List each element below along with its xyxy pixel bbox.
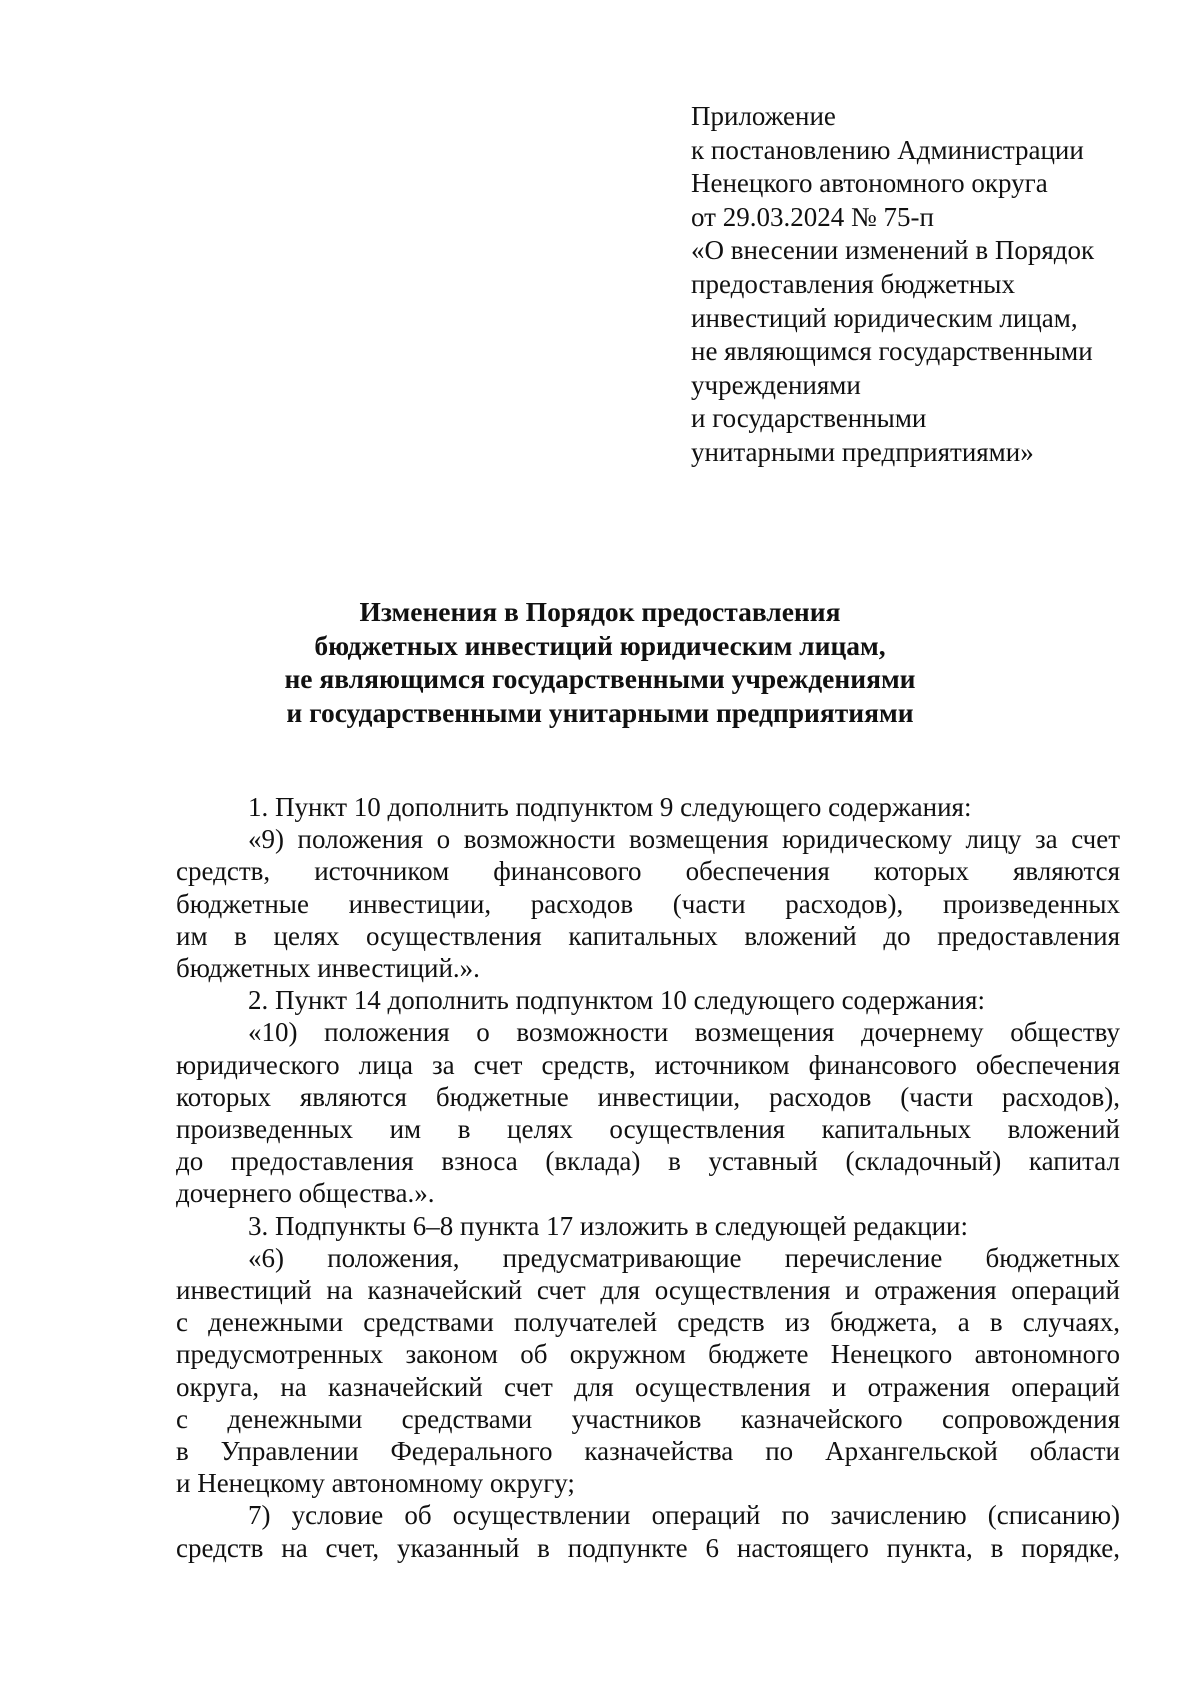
paragraph-6-line: с денежными средствами получателей средств из бюджета, а в случаях, bbox=[176, 1307, 1120, 1338]
paragraph-6-line: с денежными средствами участников казначейского сопровождения bbox=[176, 1403, 1120, 1434]
paragraph-4-line: которых являются бюджетные инвестиции, расходов (части расходов), bbox=[176, 1081, 1120, 1112]
paragraph-2-line: «9) положения о возможности возмещения юридическому лицу за счет bbox=[248, 824, 1120, 855]
appendix-line: «О внесении изменений в Порядок bbox=[691, 235, 1095, 266]
paragraph-6-line: в Управлении Федерального казначейства по Архангельской области bbox=[176, 1436, 1120, 1467]
paragraph-4-line: дочернего общества.». bbox=[176, 1178, 435, 1209]
paragraph-1: 1. Пункт 10 дополнить подпунктом 9 следующего содержания: bbox=[248, 792, 972, 822]
appendix-line: инвестиций юридическим лицам, bbox=[691, 302, 1078, 333]
paragraph-7-line: 7) условие об осуществлении операций по зачислению (списанию) bbox=[248, 1500, 1120, 1531]
title-line: бюджетных инвестиций юридическим лицам, bbox=[314, 629, 886, 661]
appendix-line: Ненецкого автономного округа bbox=[691, 168, 1048, 199]
appendix-line: Приложение bbox=[691, 101, 836, 131]
title-line: не являющимся государственными учреждениями bbox=[284, 663, 916, 694]
appendix-line: учреждениями bbox=[691, 369, 861, 400]
document-body bbox=[176, 791, 1120, 1564]
paragraph-7 bbox=[176, 1499, 1120, 1563]
appendix-line: унитарными предприятиями» bbox=[691, 436, 1034, 467]
appendix-line: к постановлению Администрации bbox=[691, 134, 1084, 165]
paragraph-4-line: юридического лица за счет средств, источником финансового обеспечения bbox=[176, 1049, 1120, 1080]
paragraph-2-line: бюджетных инвестиций.». bbox=[176, 953, 480, 984]
appendix-line: не являющимся государственными bbox=[691, 336, 1093, 367]
paragraph-4-line: произведенных им в целях осуществления капитальных вложений bbox=[176, 1114, 1120, 1145]
paragraph-4-line: «10) положения о возможности возмещения дочернему обществу bbox=[248, 1017, 1120, 1048]
paragraph-4-line: до предоставления взноса (вклада) в уставный (складочный) капитал bbox=[176, 1146, 1120, 1177]
paragraph-3: 2. Пункт 14 дополнить подпунктом 10 следующего содержания: bbox=[248, 985, 985, 1016]
paragraph-6 bbox=[176, 1242, 1120, 1500]
paragraph-6-line: инвестиций на казначейский счет для осуществления и отражения операций bbox=[176, 1275, 1120, 1306]
appendix-line: предоставления бюджетных bbox=[691, 268, 1015, 299]
paragraph-6-line: и Ненецкому автономному округу; bbox=[176, 1468, 575, 1499]
paragraph-2-line: бюджетные инвестиции, расходов (части расходов), произведенных bbox=[176, 888, 1120, 919]
paragraph-6-line: «6) положения, предусматривающие перечисление бюджетных bbox=[248, 1242, 1120, 1273]
paragraph-6-line: предусмотренных законом об окружном бюджете Ненецкого автономного bbox=[176, 1339, 1120, 1370]
paragraph-6-line: округа, на казначейский счет для осуществления и отражения операций bbox=[176, 1371, 1120, 1402]
appendix-line: от 29.03.2024 № 75-п bbox=[691, 201, 934, 232]
paragraph-7-line: средств на счет, указанный в подпункте 6 настоящего пункта, в порядке, bbox=[176, 1532, 1120, 1563]
title-line: и государственными унитарными предприятиями bbox=[286, 696, 914, 728]
title-line: Изменения в Порядок предоставления bbox=[359, 596, 841, 627]
paragraph-4 bbox=[176, 1016, 1120, 1209]
appendix-line: и государственными bbox=[691, 403, 927, 434]
paragraph-2-line: им в целях осуществления капитальных вложений до предоставления bbox=[176, 920, 1120, 951]
document-title bbox=[0, 595, 1200, 729]
paragraph-5: 3. Подпункты 6–8 пункта 17 изложить в следующей редакции: bbox=[248, 1210, 968, 1241]
appendix-header bbox=[691, 100, 1151, 470]
paragraph-2 bbox=[176, 823, 1120, 984]
paragraph-2-line: средств, источником финансового обеспечения которых являются bbox=[176, 856, 1120, 887]
